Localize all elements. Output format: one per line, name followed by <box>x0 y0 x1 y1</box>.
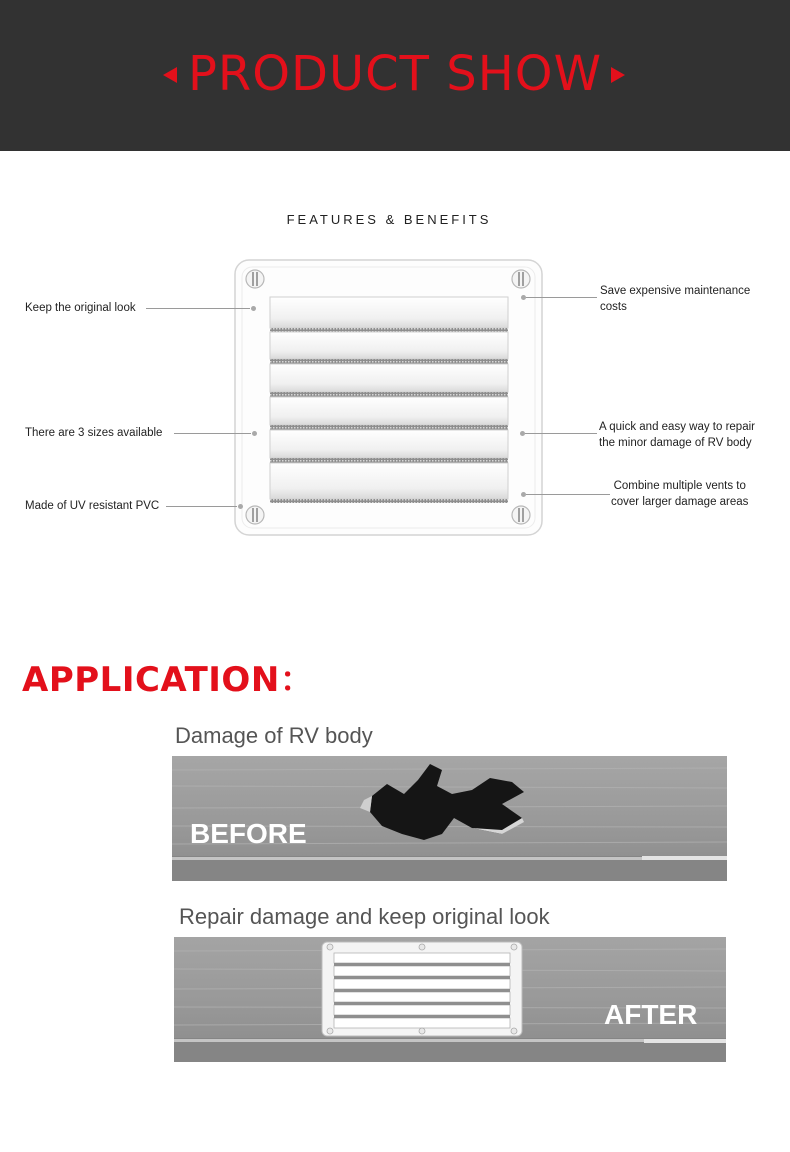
header-banner <box>0 0 790 151</box>
after-label: AFTER <box>604 999 698 1030</box>
callout-line <box>146 308 250 309</box>
callout-maintenance-line1: Save expensive maintenance <box>600 285 751 297</box>
callout-line <box>174 433 251 434</box>
vent-product-image <box>234 259 544 542</box>
callout-combine-line2: cover larger damage areas <box>611 496 749 508</box>
callout-original-look: Keep the original look <box>25 302 136 314</box>
header-title: PRODUCT SHOW <box>187 46 603 102</box>
callout-line <box>526 494 610 495</box>
before-caption: Damage of RV body <box>175 723 373 748</box>
application-title: APPLICATION： <box>22 660 315 700</box>
callout-maintenance <box>600 283 750 315</box>
callout-line <box>526 297 597 298</box>
callout-combine-line1: Combine multiple vents to <box>613 480 746 492</box>
callout-dot <box>251 306 256 311</box>
callout-sizes: There are 3 sizes available <box>25 427 163 439</box>
callout-repair <box>599 419 755 451</box>
callout-dot <box>238 504 243 509</box>
callout-combine <box>611 478 748 510</box>
after-photo <box>174 937 726 1062</box>
triangle-right-icon <box>611 67 625 83</box>
vent-illustration <box>234 259 544 537</box>
after-caption: Repair damage and keep original look <box>179 904 550 929</box>
callout-dot <box>252 431 257 436</box>
callout-repair-line2: the minor damage of RV body <box>599 437 752 449</box>
before-label: BEFORE <box>190 818 307 849</box>
callout-maintenance-line2: costs <box>600 301 627 313</box>
callout-line <box>525 433 597 434</box>
features-title: FEATURES & BENEFITS <box>286 212 492 227</box>
callout-repair-line1: A quick and easy way to repair <box>599 421 755 433</box>
callout-line <box>166 506 237 507</box>
callout-uv-pvc: Made of UV resistant PVC <box>25 500 160 512</box>
before-photo <box>172 756 727 881</box>
